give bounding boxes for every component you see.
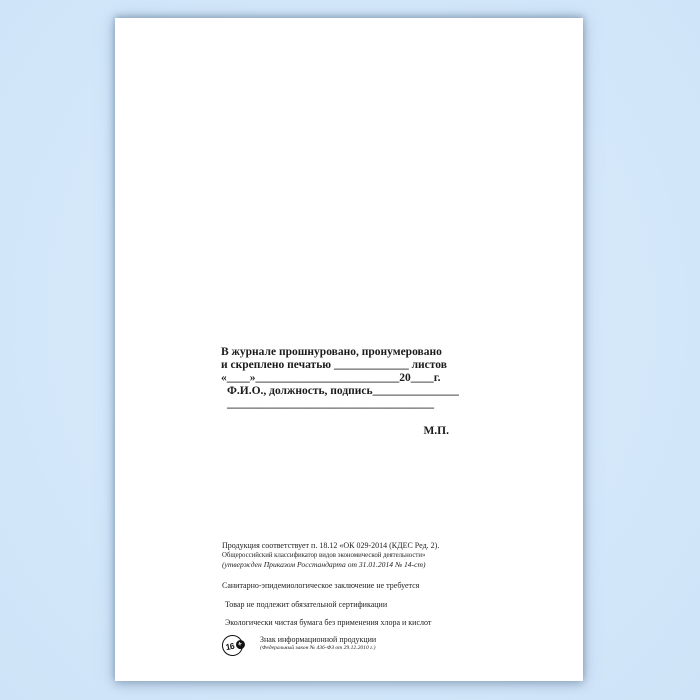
info-sign-text <box>260 635 376 652</box>
info-sign-law: (Федеральный закон № 436-ФЗ от 29.12.2010 г.) <box>260 645 376 651</box>
age-rating-row <box>222 635 552 656</box>
sanitary-note: Санитарно-эпидемиологическое заключение не требуется <box>222 581 420 590</box>
cert-line-bound: В журнале прошнуровано, пронумеровано <box>221 346 442 358</box>
ecology-note: Экологически чистая бумага без применения хлора и кислот <box>225 618 432 627</box>
info-sign-title: Знак информационной продукции <box>260 635 377 644</box>
age-rating-plus: + <box>235 639 245 649</box>
compliance-line-1: Продукция соответствует п. 18.12 «ОК 029-2014 (КДЕС Ред. 2). <box>222 541 440 550</box>
age-rating-number: 16 <box>224 640 235 652</box>
binding-certification-block <box>221 346 461 438</box>
compliance-line-2: Общероссийский классификатор видов экономической деятельности» <box>222 552 426 559</box>
age-rating-16plus-icon <box>220 633 244 657</box>
stamp-place-label: М.П. <box>423 425 449 437</box>
cert-line-sealed: и скреплено печатью _____________ листов <box>221 359 447 371</box>
journal-back-page <box>115 18 583 681</box>
compliance-line-3: (утвержден Приказом Росстандарта от 31.01.2014 № 14-ст) <box>222 560 426 569</box>
footer-info-block <box>222 541 552 656</box>
cert-line-signature: Ф.И.О., должность, подпись_______________ <box>227 385 459 397</box>
certification-note: Товар не подлежит обязательной сертификации <box>225 600 388 609</box>
cert-line-date: «____»_________________________20____г. <box>221 372 441 384</box>
cert-line-blank: ____________________________________ <box>227 398 434 410</box>
